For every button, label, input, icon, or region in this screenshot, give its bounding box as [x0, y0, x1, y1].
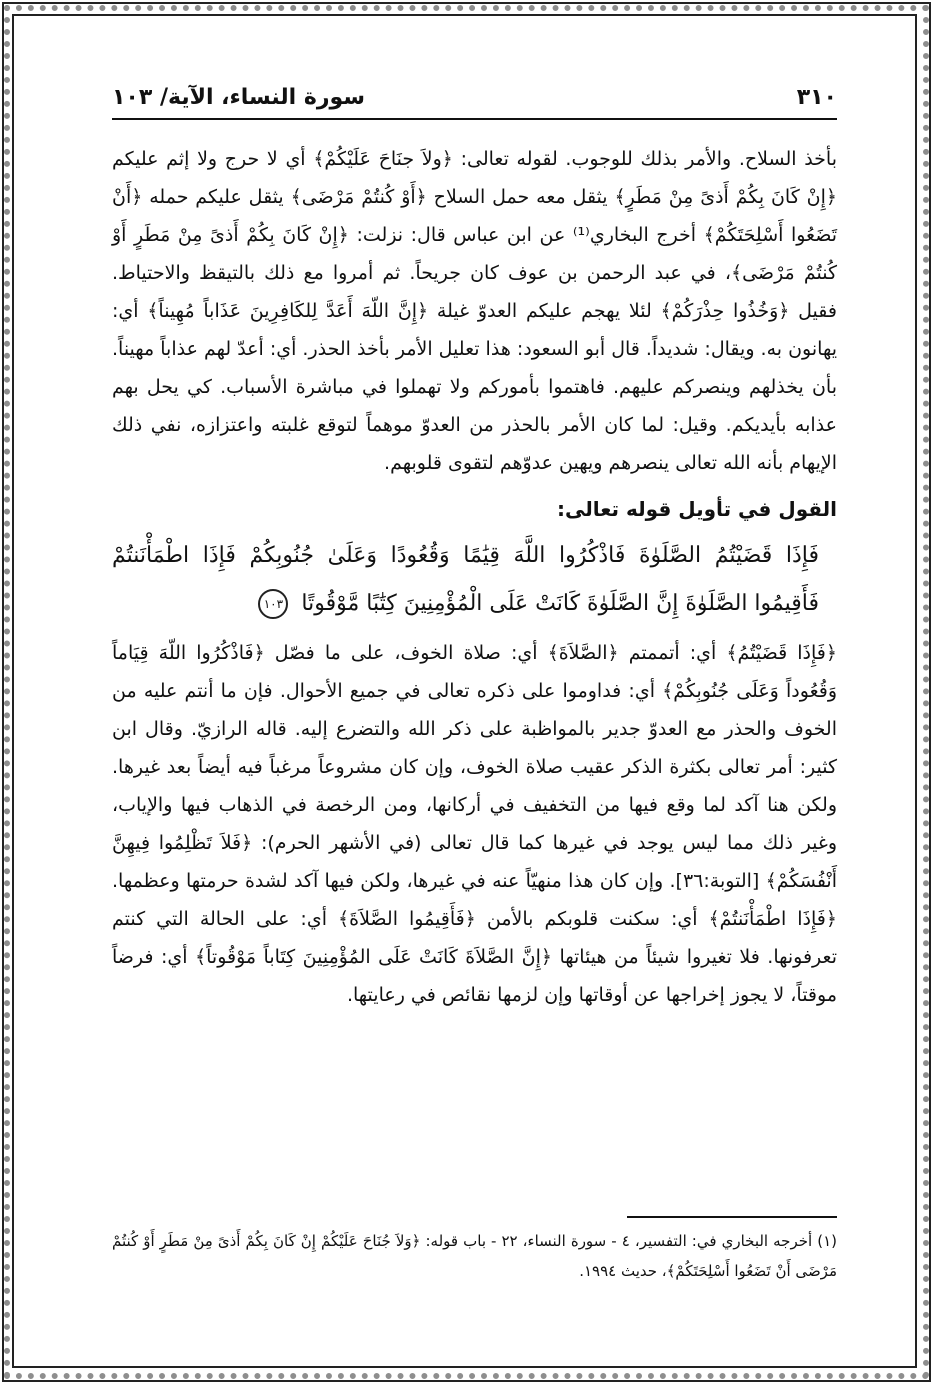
- paragraph-1: بأخذ السلاح. والأمر بذلك للوجوب. لقوله تعالى: ﴿ولاَ جنَاحَ عَلَيْكُمْ﴾ أي لا حرج ولا إثم عليكم ﴿إِنْ كَانَ بِكُمْ أَذىً مِنْ مَطَرٍ﴾ يثقل معه حمل السلاح ﴿أَوْ كُنتُمْ مَرْضَى﴾ يثقل عليكم حمله ﴿أَنْ تَضَعُوا أَسْلِحَتَكُمْ﴾ أخرج البخاري⁽¹⁾ عن ابن عباس قال: نزلت: ﴿إِنْ كَانَ بِكُمْ أَذىً مِنْ مَطَرٍ أَوْ كُنتُمْ مَرْضَى﴾، في عبد الرحمن بن عوف كان جريحاً. ثم أمروا مع ذلك بالتيقظ والاحتياط. فقيل ﴿وَخُذُوا حِذْرَكُمْ﴾ لئلا يهجم عليكم العدوّ غيلة ﴿إِنَّ اللّهَ أَعَدَّ لِلكَافِرِينَ عَذَاباً مُهِيناً﴾ أي: يهانون به. ويقال: شديداً. قال أبو السعود: هذا تعليل الأمر بأخذ الحذر. أي: أعدّ لهم عذاباً مهيناً. بأن يخذلهم وينصركم عليهم. فاهتموا بأموركم ولا تهملوا في مباشرة الأسباب. كي يحل بهم عذابه بأيديكم. وقيل: لما كان الأمر بالحذر من العدوّ موهماً لتوقع غلبته واعتزازه، نفي ذلك الإيهام بأنه الله تعالى ينصرهم ويهين عدوّهم لتقوى قلوبهم.: [112, 148, 837, 474]
- surah-title: سورة النساء، الآية/ ١٠٣: [112, 84, 365, 110]
- verse-number-marker: ١٠٣: [258, 589, 288, 619]
- page-number: ٣١٠: [796, 84, 837, 110]
- header-divider: [112, 118, 837, 120]
- section-title: القول في تأويل قوله تعالى:: [557, 497, 837, 521]
- paragraph-2: ﴿فَإِذَا قَضَيْتُمُ﴾ أي: أتممتم ﴿الصَّلاَةَ﴾ أي: صلاة الخوف، على ما فصّل ﴿فَاذْكُرُوا اللّهَ قِيَاماً وَقُعُوداً وَعَلَى جُنُوبِكُمْ﴾ أي: فداوموا على ذكره تعالى في جميع الأحوال. فإن ما أنتم عليه من الخوف والحذر مع العدوّ جدير بالمواظبة على ذكر الله والتضرع إليه. قاله الرازيّ. وقال ابن كثير: أمر تعالى بكثرة الذكر عقيب صلاة الخوف، وإن كان مشروعاً مرغباً فيه أيضاً بعد غيرها. ولكن هنا آكد لما وقع فيها من التخفيف في أركانها، ومن الرخصة في الذهاب فيها والإياب، وغير ذلك مما ليس يوجد في غيرها كما قال تعالى (في الأشهر الحرم): ﴿فَلاَ تَظْلِمُوا فِيهِنَّ أَنْفُسَكُمْ﴾ [التوبة:٣٦]. وإن كان هذا منهيّاً عنه في غيرها، ولكن فيها آكد لشدة حرمتها وعظمها. ﴿فَإِذَا اطْمَأْنَنتُمْ﴾ أي: سكنت قلوبكم بالأمن ﴿فَأَقِيمُوا الصَّلاَةَ﴾ أي: على الحالة التي كنتم تعرفونها. فلا تغيروا شيئاً من هيئاتها ﴿إِنَّ الصَّلاَةَ كَانَتْ عَلَى المُؤْمِنِينَ كِتَاباً مَوْقُوتاً﴾ أي: فرضاً موقتاً، لا يجوز إخراجها عن أوقاتها وإن لزمها نقائص في رعايتها.: [112, 642, 838, 1006]
- main-text: [112, 140, 837, 1014]
- footnote: (١) أخرجه البخاري في: التفسير، ٤ - سورة النساء، ٢٢ - باب قوله: ﴿وَلاَ جُنَاحَ عَلَيْكُمْ إِنْ كَانَ بِكُمْ أَذىً مِنْ مَطَرٍ أَوْ كُنتُمْ مَرْضَى أَنْ تَضَعُوا أَسْلِحَتَكُمْ﴾، حديث ١٩٩٤.: [112, 1232, 837, 1280]
- running-header: [112, 78, 837, 116]
- footnote-divider: [627, 1216, 837, 1218]
- verse-text: فَإِذَا قَضَيْتُمُ الصَّلَوٰةَ فَاذْكُرُوا اللَّهَ قِيَٰمًا وَقُعُودًا وَعَلَىٰ جُنُوبِكُمْ فَإِذَا اطْمَأْنَنتُمْ فَأَقِيمُوا الصَّلَوٰةَ إِنَّ الصَّلَوٰةَ كَانَتْ عَلَى الْمُؤْمِنِينَ كِتَٰبًا مَّوْقُوتًا: [112, 543, 819, 616]
- quran-verse: [112, 532, 819, 628]
